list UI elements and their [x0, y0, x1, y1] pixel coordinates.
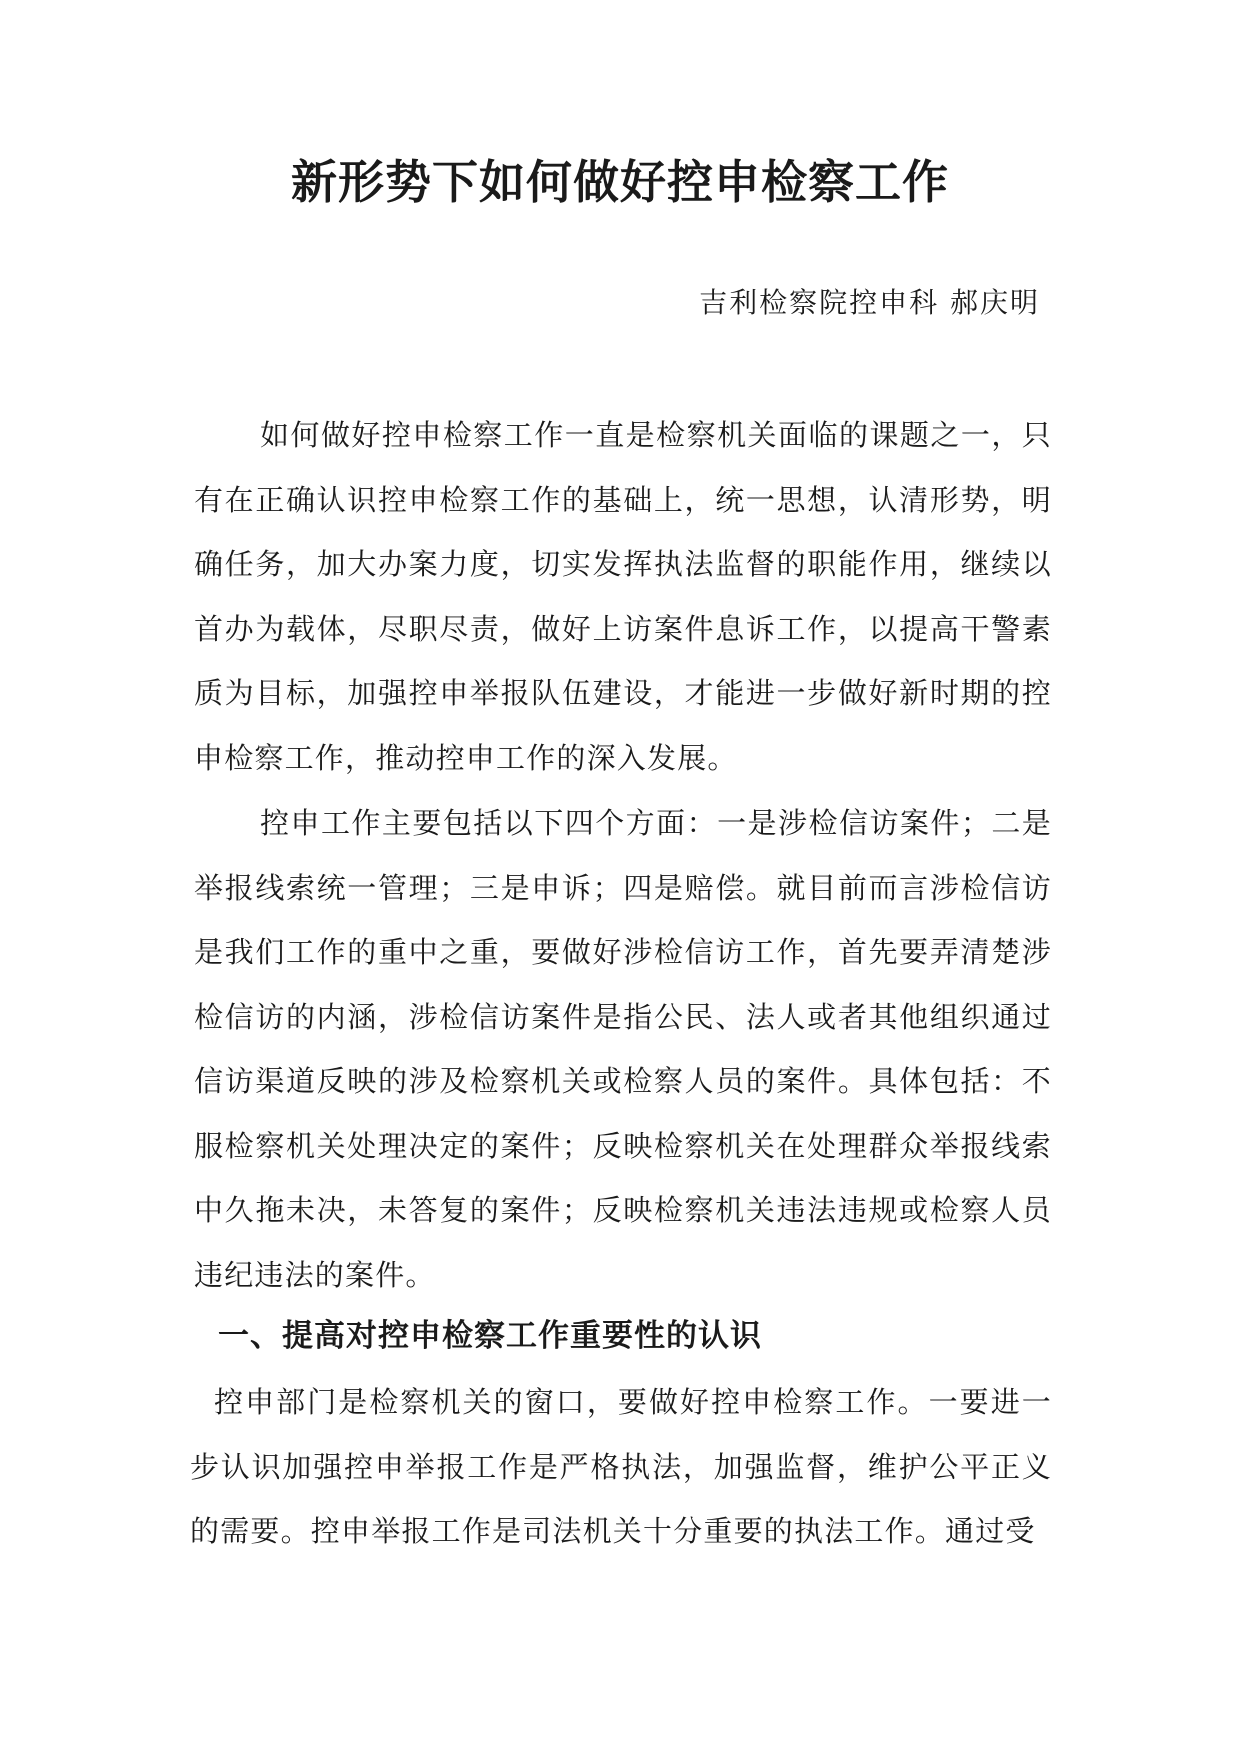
paragraph-intro: 如何做好控申检察工作一直是检察机关面临的课题之一，只有在正确认识控申检察工作的基础上，统一思想，认清形势，明确任务，加大办案力度，切实发挥执法监督的职能作用，继续以首办为载体，尽职尽责，做好上访案件息诉工作，以提高干警素质为目标，加强控申举报队伍建设，才能进一步做好新时期的控申检察工作，推动控申工作的深入发展。	[194, 418, 1052, 775]
document-author: 吉利检察院控申科 郝庆明	[699, 286, 1040, 319]
section-heading: 一、提高对控申检察工作重要性的认识	[218, 1318, 762, 1354]
document-title: 新形势下如何做好控申检察工作	[291, 155, 949, 209]
paragraph-scope: 控申工作主要包括以下四个方面：一是涉检信访案件；二是举报线索统一管理；三是申诉；四是赔偿。就目前而言涉检信访是我们工作的重中之重，要做好涉检信访工作，首先要弄清楚涉检信访的内涵，涉检信访案件是指公民、法人或者其他组织通过信访渠道反映的涉及检察机关或检察人员的案件。具体包括：不服检察机关处理决定的案件；反映检察机关在处理群众举报线索中久拖未决，未答复的案件；反映检察机关违法违规或检察人员违纪违法的案件。	[194, 806, 1052, 1292]
paragraph-section-one: 控申部门是检察机关的窗口，要做好控申检察工作。一要进一步认识加强控申举报工作是严格执法，加强监督，维护公平正义的需要。控申举报工作是司法机关十分重要的执法工作。通过受	[190, 1385, 1052, 1548]
